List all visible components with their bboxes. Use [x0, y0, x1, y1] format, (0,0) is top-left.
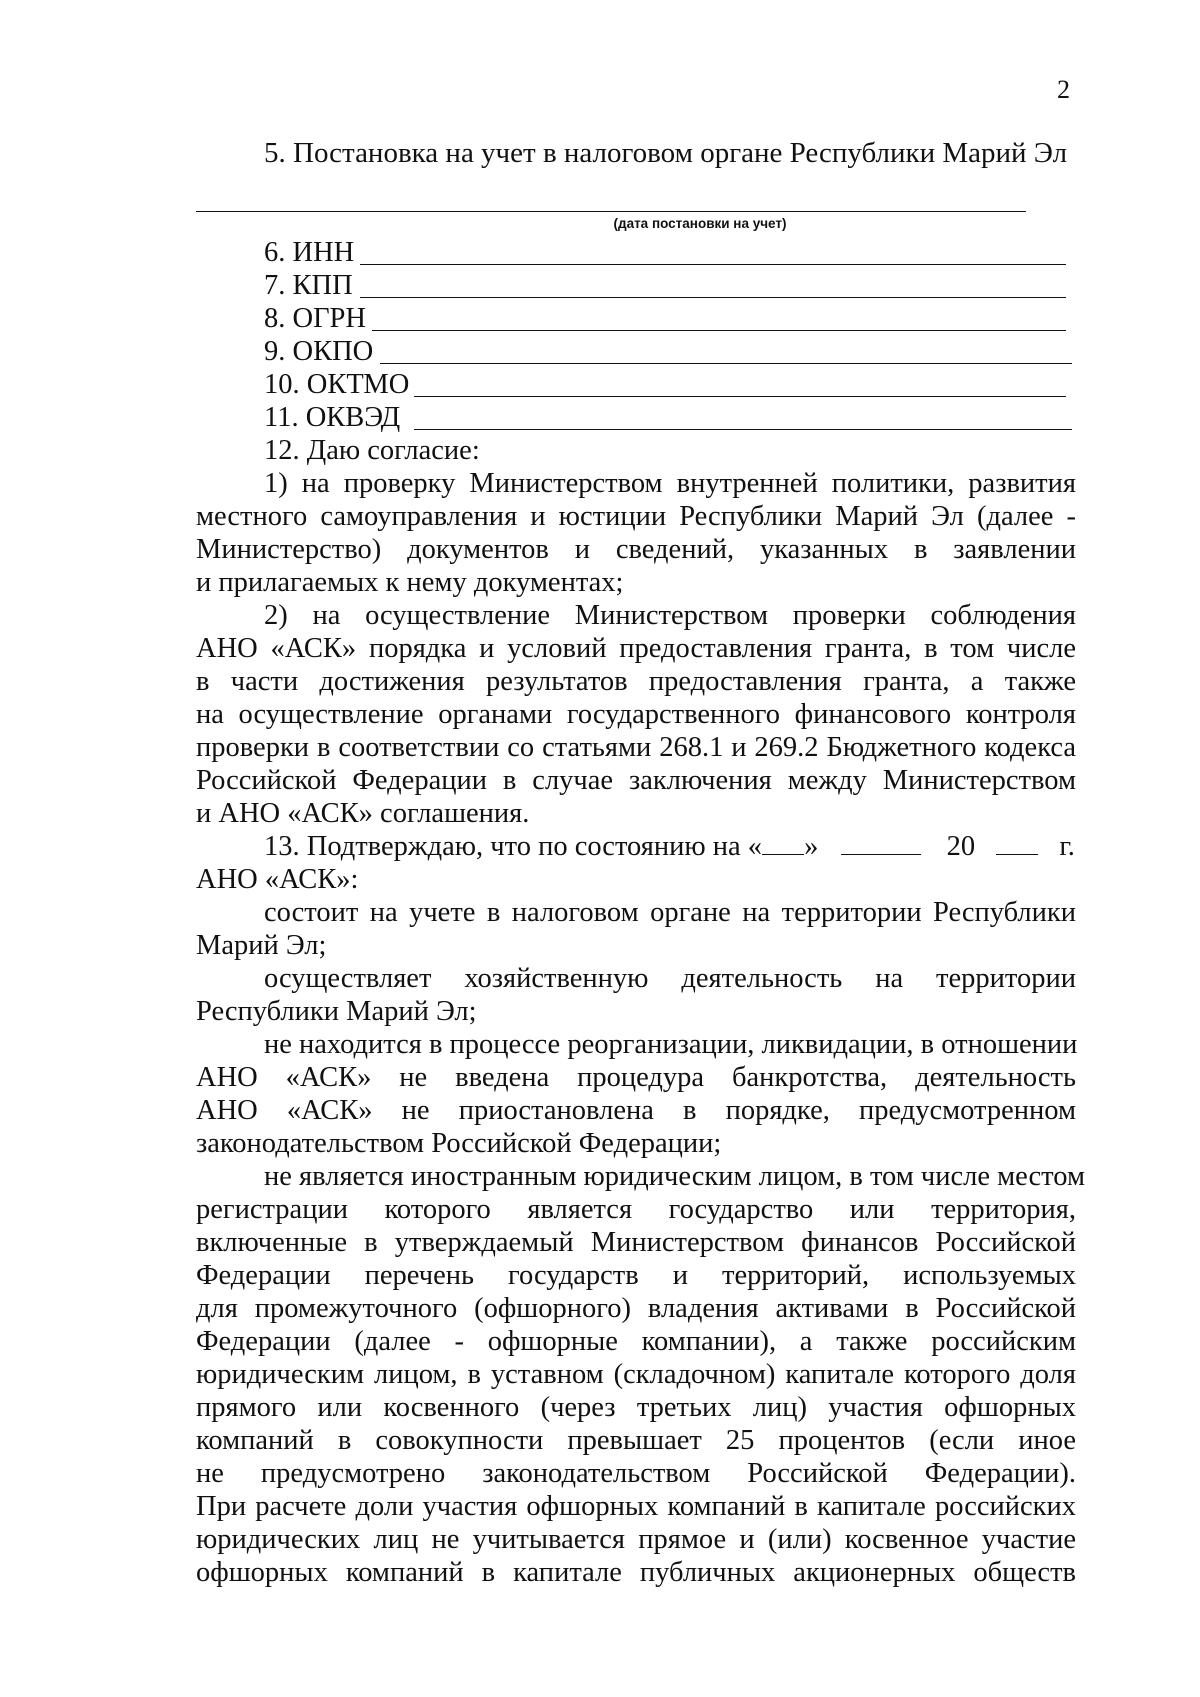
text-line: Министерство) документов и сведений, указанных в заявлении [196, 534, 1076, 565]
text-line: не является иностранным юридическим лицом, в том числе местом [264, 1161, 1086, 1192]
text-line: Федерации перечень государств и территорий, используемых [196, 1260, 1076, 1291]
day-blank [762, 832, 804, 855]
confirm-year: 20 [946, 831, 976, 862]
section-heading: 5. Постановка на учет в налоговом органе Республики Марий Эл [264, 137, 1068, 169]
page-number: 2 [1057, 75, 1070, 104]
text-line: При расчете доли участия офшорных компаний в капитале российских [196, 1491, 1076, 1522]
consent-title: 12. Даю согласие: [264, 435, 480, 466]
confirm-line [264, 830, 1076, 864]
text-line: включенные в утверждаемый Министерством финансов Российской [196, 1227, 1076, 1258]
text-line: в части достижения результатов предоставления гранта, а также [196, 666, 1076, 697]
field-kpp-line [360, 297, 1066, 298]
text-line: не предусмотрено законодательством Российской Федерации). [196, 1458, 1076, 1489]
text-line: АНО «АСК» не приостановлена в порядке, предусмотренном [196, 1095, 1076, 1126]
field-kpp-label: 7. КПП [264, 270, 353, 301]
text-line: АНО «АСК» порядка и условий предоставления гранта, в том числе [196, 633, 1076, 664]
field-ogrn-label: 8. ОГРН [264, 303, 366, 334]
text-line: офшорных компаний в капитале публичных акционерных обществ [196, 1557, 1076, 1588]
text-line: осуществляет хозяйственную деятельность на территории [264, 963, 1076, 994]
text-line: юридических лиц не учитывается прямое и (или) косвенное участие [196, 1524, 1076, 1555]
text-line: 2) на осуществление Министерством проверки соблюдения [264, 600, 1076, 631]
field-inn-line [360, 264, 1066, 265]
text-line: местного самоуправления и юстиции Республики Марий Эл (далее - [196, 501, 1076, 532]
field-oktmo-label: 10. ОКТМО [264, 369, 410, 400]
month-blank [841, 832, 921, 855]
text-line: для промежуточного (офшорного) владения активами в Российской [196, 1293, 1076, 1324]
text-line: проверки в соответствии со статьями 268.1 и 269.2 Бюджетного кодекса [196, 732, 1076, 763]
text-line: и АНО «АСК» соглашения. [196, 798, 530, 829]
field-oktmo-line [414, 396, 1066, 397]
date-line [196, 211, 1026, 212]
text-line: компаний в совокупности превышает 25 процентов (если иное [196, 1425, 1076, 1456]
text-line: юридическим лицом, в уставном (складочном) капитале которого доля [196, 1359, 1076, 1390]
text-line: на осуществление органами государственного финансового контроля [196, 699, 1076, 730]
text-line: состоит на учете в налоговом органе на территории Республики [264, 897, 1076, 928]
text-line: Марий Эл; [196, 930, 327, 961]
field-ogrn-line [372, 330, 1066, 331]
text-line: не находится в процессе реорганизации, ликвидации, в отношении [264, 1029, 1078, 1060]
date-caption: (дата постановки на учет) [613, 216, 787, 231]
text-line: Российской Федерации в случае заключения между Министерством [196, 765, 1076, 796]
field-okpo-line [380, 363, 1072, 364]
confirm-prefix: 13. Подтверждаю, что по состоянию на « [264, 831, 763, 862]
text-line: законодательством Российской Федерации; [196, 1128, 722, 1159]
confirm-suffix: г. [1059, 831, 1075, 862]
field-okpo-label: 9. ОКПО [264, 336, 374, 367]
confirm-quote-close: » [804, 831, 819, 862]
text-line: прямого или косвенного (через третьих лиц) участия офшорных [196, 1392, 1076, 1423]
text-line: Республики Марий Эл; [196, 996, 477, 1027]
text-line: Федерации (далее - офшорные компании), а также российским [196, 1326, 1076, 1357]
text-line: и прилагаемых к нему документах; [196, 567, 624, 598]
field-okved-line [414, 429, 1072, 430]
year-blank [996, 832, 1038, 855]
text-line: 1) на проверку Министерством внутренней политики, развития [264, 468, 1076, 499]
confirm-line-2: АНО «АСК»: [196, 864, 359, 895]
field-inn-label: 6. ИНН [264, 237, 355, 268]
text-line: регистрации которого является государство или территория, [196, 1194, 1076, 1225]
text-line: АНО «АСК» не введена процедура банкротства, деятельность [196, 1062, 1076, 1093]
field-okved-label: 11. ОКВЭД [264, 402, 401, 433]
